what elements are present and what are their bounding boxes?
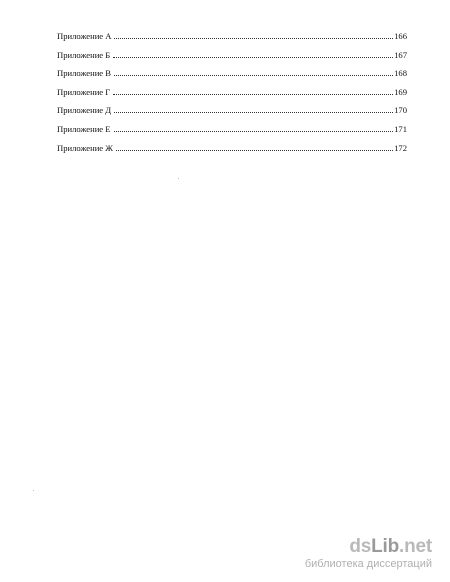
toc-dot-leader [114,112,393,113]
toc-entry-page: 168 [394,68,407,79]
toc-dot-leader [114,131,394,132]
toc-dot-leader [113,94,393,95]
toc-entry-label: Приложение В [57,68,112,79]
toc-entry-label: Приложение А [57,31,112,41]
toc-dot-leader [116,150,393,151]
scan-speck [33,490,34,491]
toc-entry[interactable] [57,46,407,65]
watermark-logo-net: .net [399,536,432,557]
toc-entry[interactable] [57,83,407,102]
toc-entry[interactable] [57,101,407,120]
toc-entry[interactable] [57,27,407,46]
toc-entry-label: Приложение Г [57,86,111,97]
toc-entry-label: Приложение Д [57,105,112,116]
toc-dot-leader [113,57,393,58]
toc-entry-page: 167 [394,49,407,60]
toc-dot-leader [114,38,393,39]
toc-entry-label: Приложение Б [57,49,111,60]
watermark [232,537,432,571]
toc-entry[interactable] [57,120,407,139]
toc-entry-label: Приложение Е [57,123,111,134]
watermark-logo-ds: ds [349,536,372,557]
table-of-contents [57,27,407,157]
toc-dot-leader [114,75,393,76]
toc-entry[interactable] [57,64,407,83]
toc-entry-label: Приложение Ж [57,142,113,153]
watermark-logo-lib: Lib [371,536,400,557]
scan-speck [178,178,179,179]
toc-entry[interactable] [57,139,407,158]
toc-entry-page: 171 [394,123,407,134]
watermark-tagline: библиотека диссертаций [304,558,432,570]
watermark-logo [232,537,432,557]
toc-entry-page: 170 [394,105,407,116]
toc-entry-page: 166 [394,31,407,41]
toc-entry-page: 169 [394,86,407,97]
toc-entry-page: 172 [394,142,407,153]
